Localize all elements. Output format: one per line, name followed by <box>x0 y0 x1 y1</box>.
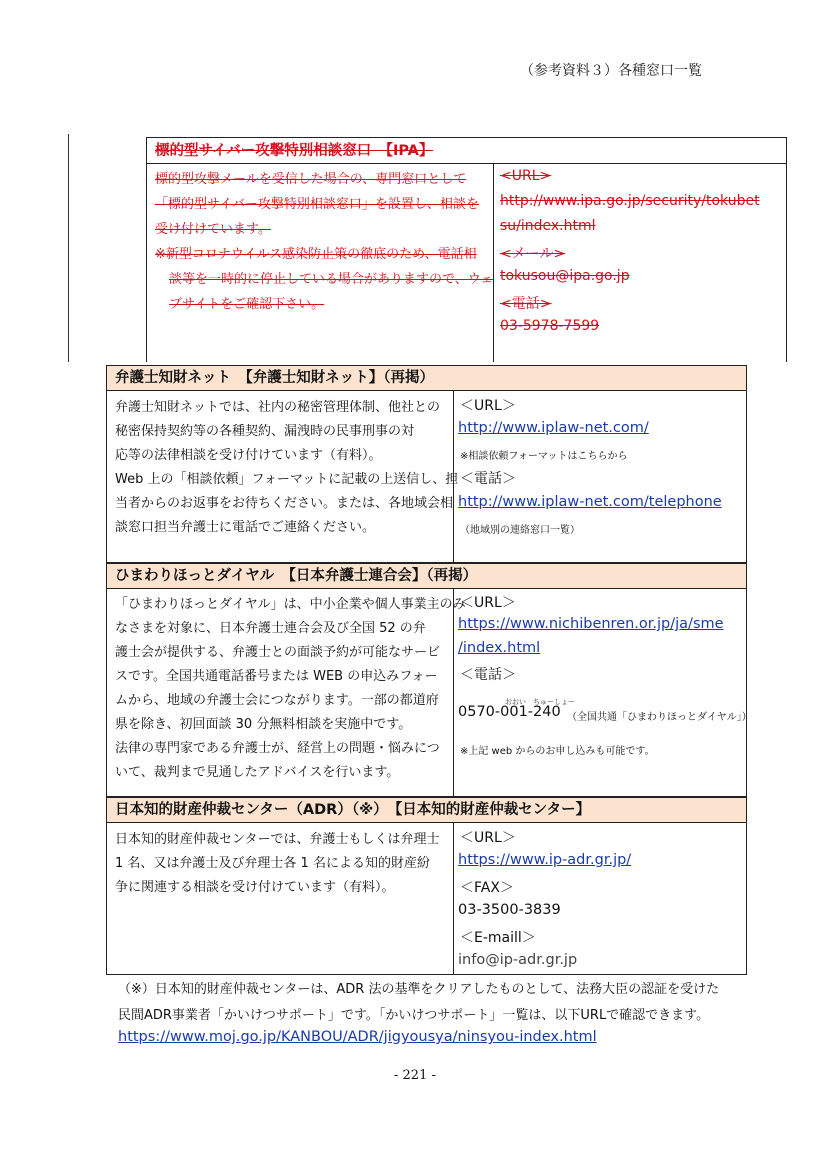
himawari-url-label: ＜URL＞ <box>460 595 516 611</box>
iplaw-url-link[interactable]: http://www.iplaw-net.com/ <box>458 420 649 436</box>
footnote-line: 民間ADR事業者「かいけつサポート」です。「かいけつサポート」一覧は、以下URLで確認できます。 <box>118 1008 710 1023</box>
himawari-phone: 0570-001-240 <box>458 704 561 720</box>
adr-email-label: ＜E-maill＞ <box>460 930 536 946</box>
himawari-phone-note: （全国共通「ひまわりほっとダイヤル」） <box>567 712 752 723</box>
himawari-web-note: ※上記 web からのお申し込みも可能です。 <box>460 746 655 757</box>
iplaw-body <box>106 391 747 563</box>
ipa-desc-line: ブサイトをご確認下さい。 <box>169 297 325 312</box>
ipa-tel: 03-5978-7599 <box>500 318 600 334</box>
himawari-title: ひまわりほっとダイヤル 【日本弁護士連合会】（再掲） <box>106 563 747 589</box>
ipa-desc-line: 標的型攻撃メールを受信した場合の、専門窓口として <box>155 172 467 187</box>
ipa-desc-line: 「標的型サイバー攻撃特別相談窓口」を設置し、相談を <box>155 197 479 212</box>
page-number: - 221 - <box>394 1068 436 1083</box>
iplaw-title: 弁護士知財ネット 【弁護士知財ネット】（再掲） <box>106 365 747 391</box>
himawari-phone-ruby: おおい ちゅーしょー <box>505 698 575 706</box>
adr-title: 日本知的財産仲裁センター（ADR）（※） 【日本知的財産仲裁センター】 <box>106 797 747 823</box>
adr-fax: 03-3500-3839 <box>458 902 561 918</box>
iplaw-tel-label: ＜電話＞ <box>460 471 516 487</box>
header-reference: （参考資料３）各種窓口一覧 <box>520 63 702 79</box>
iplaw-desc-line: Web 上の「相談依頼」フォーマットに記載の上送信し、担 <box>115 472 459 487</box>
himawari-desc-line: ムから、地域の弁護士会につながります。一部の都道府 <box>115 693 439 708</box>
iplaw-desc-line: 秘密保持契約等の各種契約、漏洩時の民事刑事の対 <box>115 424 415 439</box>
revision-bar <box>68 134 69 362</box>
ipa-url-label: <URL> <box>500 168 552 184</box>
himawari-divider <box>453 589 454 796</box>
ipa-email-label: <メール> <box>500 246 566 262</box>
himawari-tel-label: ＜電話＞ <box>460 667 516 683</box>
ipa-desc-line: 談等を一時的に停止している場合がありますので、ウェ <box>169 272 494 287</box>
ipa-desc-line: 受け付けています。 <box>155 222 271 237</box>
adr-url-label: ＜URL＞ <box>460 830 516 846</box>
himawari-url-link[interactable]: https://www.nichibenren.or.jp/ja/sme <box>458 616 724 632</box>
iplaw-url-label: ＜URL＞ <box>460 398 516 414</box>
adr-desc-line: 1 名、又は弁護士及び弁理士各 1 名による知的財産紛 <box>115 856 430 871</box>
himawari-desc-line: 護士会が提供する、弁護士との面談予約が可能なサービ <box>115 645 441 660</box>
adr-body <box>106 823 747 975</box>
himawari-desc-line: スです。全国共通電話番号または WEB の申込みフォー <box>115 669 438 684</box>
iplaw-desc-line: 応等の法律相談を受け付けています（有料）。 <box>115 448 382 463</box>
himawari-url-link-cont[interactable]: /index.html <box>458 640 541 656</box>
iplaw-desc-line: 当者からのお返事をお待ちください。または、各地域会相 <box>115 496 454 511</box>
iplaw-url-note: ※相談依頼フォーマットはこちらから <box>460 451 628 462</box>
himawari-desc-line: 法律の専門家である弁護士が、経営上の問題・悩みにつ <box>115 741 440 756</box>
ipa-desc-line: ※新型コロナウイルス感染防止策の徹底のため、電話相 <box>155 247 477 262</box>
himawari-desc-line: 「ひまわりほっとダイヤル」は、中小企業や個人事業主のみ <box>115 597 466 612</box>
ipa-table <box>146 137 787 362</box>
ipa-email[interactable]: tokusou@ipa.go.jp <box>500 268 630 284</box>
footnote-link[interactable]: https://www.moj.go.jp/KANBOU/ADR/jigyousya/ninsyou-index.html <box>118 1029 597 1045</box>
ipa-tel-label: <電話> <box>500 296 552 312</box>
ipa-divider <box>493 164 494 362</box>
iplaw-desc-line: 弁護士知財ネットでは、社内の秘密管理体制、他社との <box>115 400 441 415</box>
adr-email[interactable]: info@ip-adr.gr.jp <box>458 952 578 968</box>
iplaw-tel-note: （地域別の連絡窓口一覧） <box>460 525 580 536</box>
adr-url-link[interactable]: https://www.ip-adr.gr.jp/ <box>458 852 632 868</box>
iplaw-desc-line: 談窓口担当弁護士に電話でご連絡ください。 <box>115 520 376 535</box>
ipa-title: 標的型サイバー攻撃特別相談窓口 【IPA】 <box>147 138 786 164</box>
ipa-url-line2[interactable]: su/index.html <box>500 218 596 234</box>
ipa-url-line1[interactable]: http://www.ipa.go.jp/security/tokubet <box>500 193 760 209</box>
himawari-desc-line: いて、裁判まで見通したアドバイスを行います。 <box>115 765 400 780</box>
adr-desc-line: 争に関連する相談を受け付けています（有料）。 <box>115 880 395 895</box>
himawari-desc-line: 県を除き、初回面談 30 分無料相談を実施中です。 <box>115 717 412 732</box>
footnote-line: （※）日本知的財産仲裁センターは、ADR 法の基準をクリアしたものとして、法務大臣の認証を受けた <box>118 982 720 997</box>
himawari-desc-line: なさまを対象に、日本弁護士連合会及び全国 52 の弁 <box>115 621 426 636</box>
adr-fax-label: ＜FAX＞ <box>460 880 514 896</box>
himawari-body <box>106 589 752 797</box>
adr-divider <box>453 823 454 974</box>
iplaw-tel-link[interactable]: http://www.iplaw-net.com/telephone <box>458 494 722 510</box>
adr-desc-line: 日本知的財産仲裁センターでは、弁護士もしくは弁理士 <box>115 832 440 847</box>
